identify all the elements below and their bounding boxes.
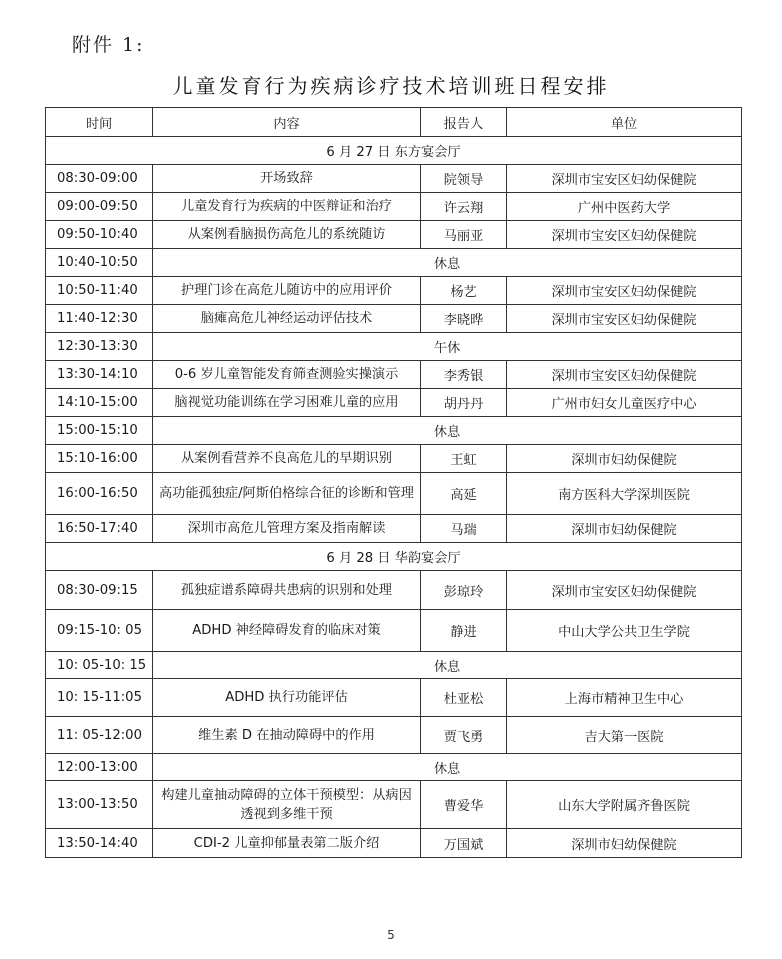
header-time: 时间 — [46, 108, 153, 137]
session-content: 护理门诊在高危儿随访中的应用评价 — [153, 277, 421, 305]
session-speaker: 李秀银 — [421, 361, 507, 389]
session-time: 12:00-13:00 — [46, 754, 153, 781]
session-unit: 深圳市宝安区妇幼保健院 — [507, 361, 742, 389]
session-speaker: 彭琼玲 — [421, 571, 507, 610]
session-time: 10: 15-11:05 — [46, 679, 153, 717]
session-row — [46, 193, 742, 221]
header-speaker: 报告人 — [421, 108, 507, 137]
session-time: 09:00-09:50 — [46, 193, 153, 221]
session-time: 10:40-10:50 — [46, 249, 153, 277]
session-speaker: 曹爱华 — [421, 781, 507, 829]
session-unit: 深圳市宝安区妇幼保健院 — [507, 305, 742, 333]
session-speaker: 静进 — [421, 610, 507, 652]
session-time: 12:30-13:30 — [46, 333, 153, 361]
session-unit: 山东大学附属齐鲁医院 — [507, 781, 742, 829]
session-content: 从案例看营养不良高危儿的早期识别 — [153, 445, 421, 473]
session-unit: 广州市妇女儿童医疗中心 — [507, 389, 742, 417]
session-row — [46, 679, 742, 717]
session-unit: 中山大学公共卫生学院 — [507, 610, 742, 652]
session-time: 09:50-10:40 — [46, 221, 153, 249]
header-content: 内容 — [153, 108, 421, 137]
schedule-body — [46, 137, 742, 858]
session-time: 13:30-14:10 — [46, 361, 153, 389]
session-speaker: 马瑞 — [421, 515, 507, 543]
session-unit: 深圳市妇幼保健院 — [507, 445, 742, 473]
session-time: 10:50-11:40 — [46, 277, 153, 305]
session-unit: 南方医科大学深圳医院 — [507, 473, 742, 515]
session-content: 孤独症谱系障碍共患病的识别和处理 — [153, 571, 421, 610]
session-content: ADHD 执行功能评估 — [153, 679, 421, 717]
break-label: 休息 — [153, 754, 742, 781]
session-unit: 上海市精神卫生中心 — [507, 679, 742, 717]
session-unit: 深圳市宝安区妇幼保健院 — [507, 165, 742, 193]
header-row — [46, 108, 742, 137]
session-content: CDI-2 儿童抑郁量表第二版介绍 — [153, 829, 421, 858]
session-content: 高功能孤独症/阿斯伯格综合征的诊断和管理 — [153, 473, 421, 515]
session-row — [46, 165, 742, 193]
session-row — [46, 781, 742, 829]
day-header-row — [46, 137, 742, 165]
session-time: 15:10-16:00 — [46, 445, 153, 473]
session-time: 16:50-17:40 — [46, 515, 153, 543]
session-speaker: 万国斌 — [421, 829, 507, 858]
session-row — [46, 445, 742, 473]
session-content: 开场致辞 — [153, 165, 421, 193]
attachment-label: 附件 1: — [72, 34, 145, 56]
schedule-table — [45, 107, 742, 858]
session-speaker: 院领导 — [421, 165, 507, 193]
session-row — [46, 473, 742, 515]
session-content: 从案例看脑损伤高危儿的系统随访 — [153, 221, 421, 249]
break-row — [46, 417, 742, 445]
session-row — [46, 361, 742, 389]
break-label: 午休 — [153, 333, 742, 361]
session-row — [46, 305, 742, 333]
break-label: 休息 — [153, 249, 742, 277]
session-time: 13:50-14:40 — [46, 829, 153, 858]
session-content: 深圳市高危儿管理方案及指南解读 — [153, 515, 421, 543]
session-row — [46, 829, 742, 858]
break-row — [46, 333, 742, 361]
session-time: 11:40-12:30 — [46, 305, 153, 333]
session-unit: 深圳市宝安区妇幼保健院 — [507, 571, 742, 610]
break-label: 休息 — [153, 652, 742, 679]
session-time: 13:00-13:50 — [46, 781, 153, 829]
header-unit: 单位 — [507, 108, 742, 137]
session-unit: 深圳市宝安区妇幼保健院 — [507, 221, 742, 249]
session-time: 08:30-09:00 — [46, 165, 153, 193]
session-time: 09:15-10: 05 — [46, 610, 153, 652]
session-content: ADHD 神经障碍发育的临床对策 — [153, 610, 421, 652]
break-label: 休息 — [153, 417, 742, 445]
session-row — [46, 389, 742, 417]
session-content: 儿童发育行为疾病的中医辩证和治疗 — [153, 193, 421, 221]
session-content: 维生素 D 在抽动障碍中的作用 — [153, 717, 421, 754]
day-header: 6 月 28 日 华韵宴会厅 — [46, 543, 742, 571]
session-content: 脑视觉功能训练在学习困难儿童的应用 — [153, 389, 421, 417]
session-unit: 深圳市宝安区妇幼保健院 — [507, 277, 742, 305]
session-speaker: 李晓晔 — [421, 305, 507, 333]
session-row — [46, 221, 742, 249]
session-speaker: 杜亚松 — [421, 679, 507, 717]
session-speaker: 高延 — [421, 473, 507, 515]
session-content: 脑瘫高危儿神经运动评估技术 — [153, 305, 421, 333]
session-speaker: 许云翔 — [421, 193, 507, 221]
session-row — [46, 610, 742, 652]
session-speaker: 杨艺 — [421, 277, 507, 305]
session-unit: 吉大第一医院 — [507, 717, 742, 754]
session-time: 10: 05-10: 15 — [46, 652, 153, 679]
session-unit: 广州中医药大学 — [507, 193, 742, 221]
break-row — [46, 754, 742, 781]
page-number: 5 — [387, 928, 395, 942]
session-content: 0-6 岁儿童智能发育筛查测验实操演示 — [153, 361, 421, 389]
session-speaker: 胡丹丹 — [421, 389, 507, 417]
session-speaker: 马丽亚 — [421, 221, 507, 249]
break-row — [46, 249, 742, 277]
session-row — [46, 717, 742, 754]
session-row — [46, 515, 742, 543]
session-time: 16:00-16:50 — [46, 473, 153, 515]
session-unit: 深圳市妇幼保健院 — [507, 829, 742, 858]
session-content: 构建儿童抽动障碍的立体干预模型：从病因透视到多维干预 — [153, 781, 421, 829]
day-header-row — [46, 543, 742, 571]
day-header: 6 月 27 日 东方宴会厅 — [46, 137, 742, 165]
break-row — [46, 652, 742, 679]
session-speaker: 贾飞勇 — [421, 717, 507, 754]
session-time: 14:10-15:00 — [46, 389, 153, 417]
session-row — [46, 571, 742, 610]
session-speaker: 王虹 — [421, 445, 507, 473]
page-title: 儿童发育行为疾病诊疗技术培训班日程安排 — [172, 74, 610, 98]
session-time: 08:30-09:15 — [46, 571, 153, 610]
session-time: 11: 05-12:00 — [46, 717, 153, 754]
session-time: 15:00-15:10 — [46, 417, 153, 445]
session-unit: 深圳市妇幼保健院 — [507, 515, 742, 543]
session-row — [46, 277, 742, 305]
